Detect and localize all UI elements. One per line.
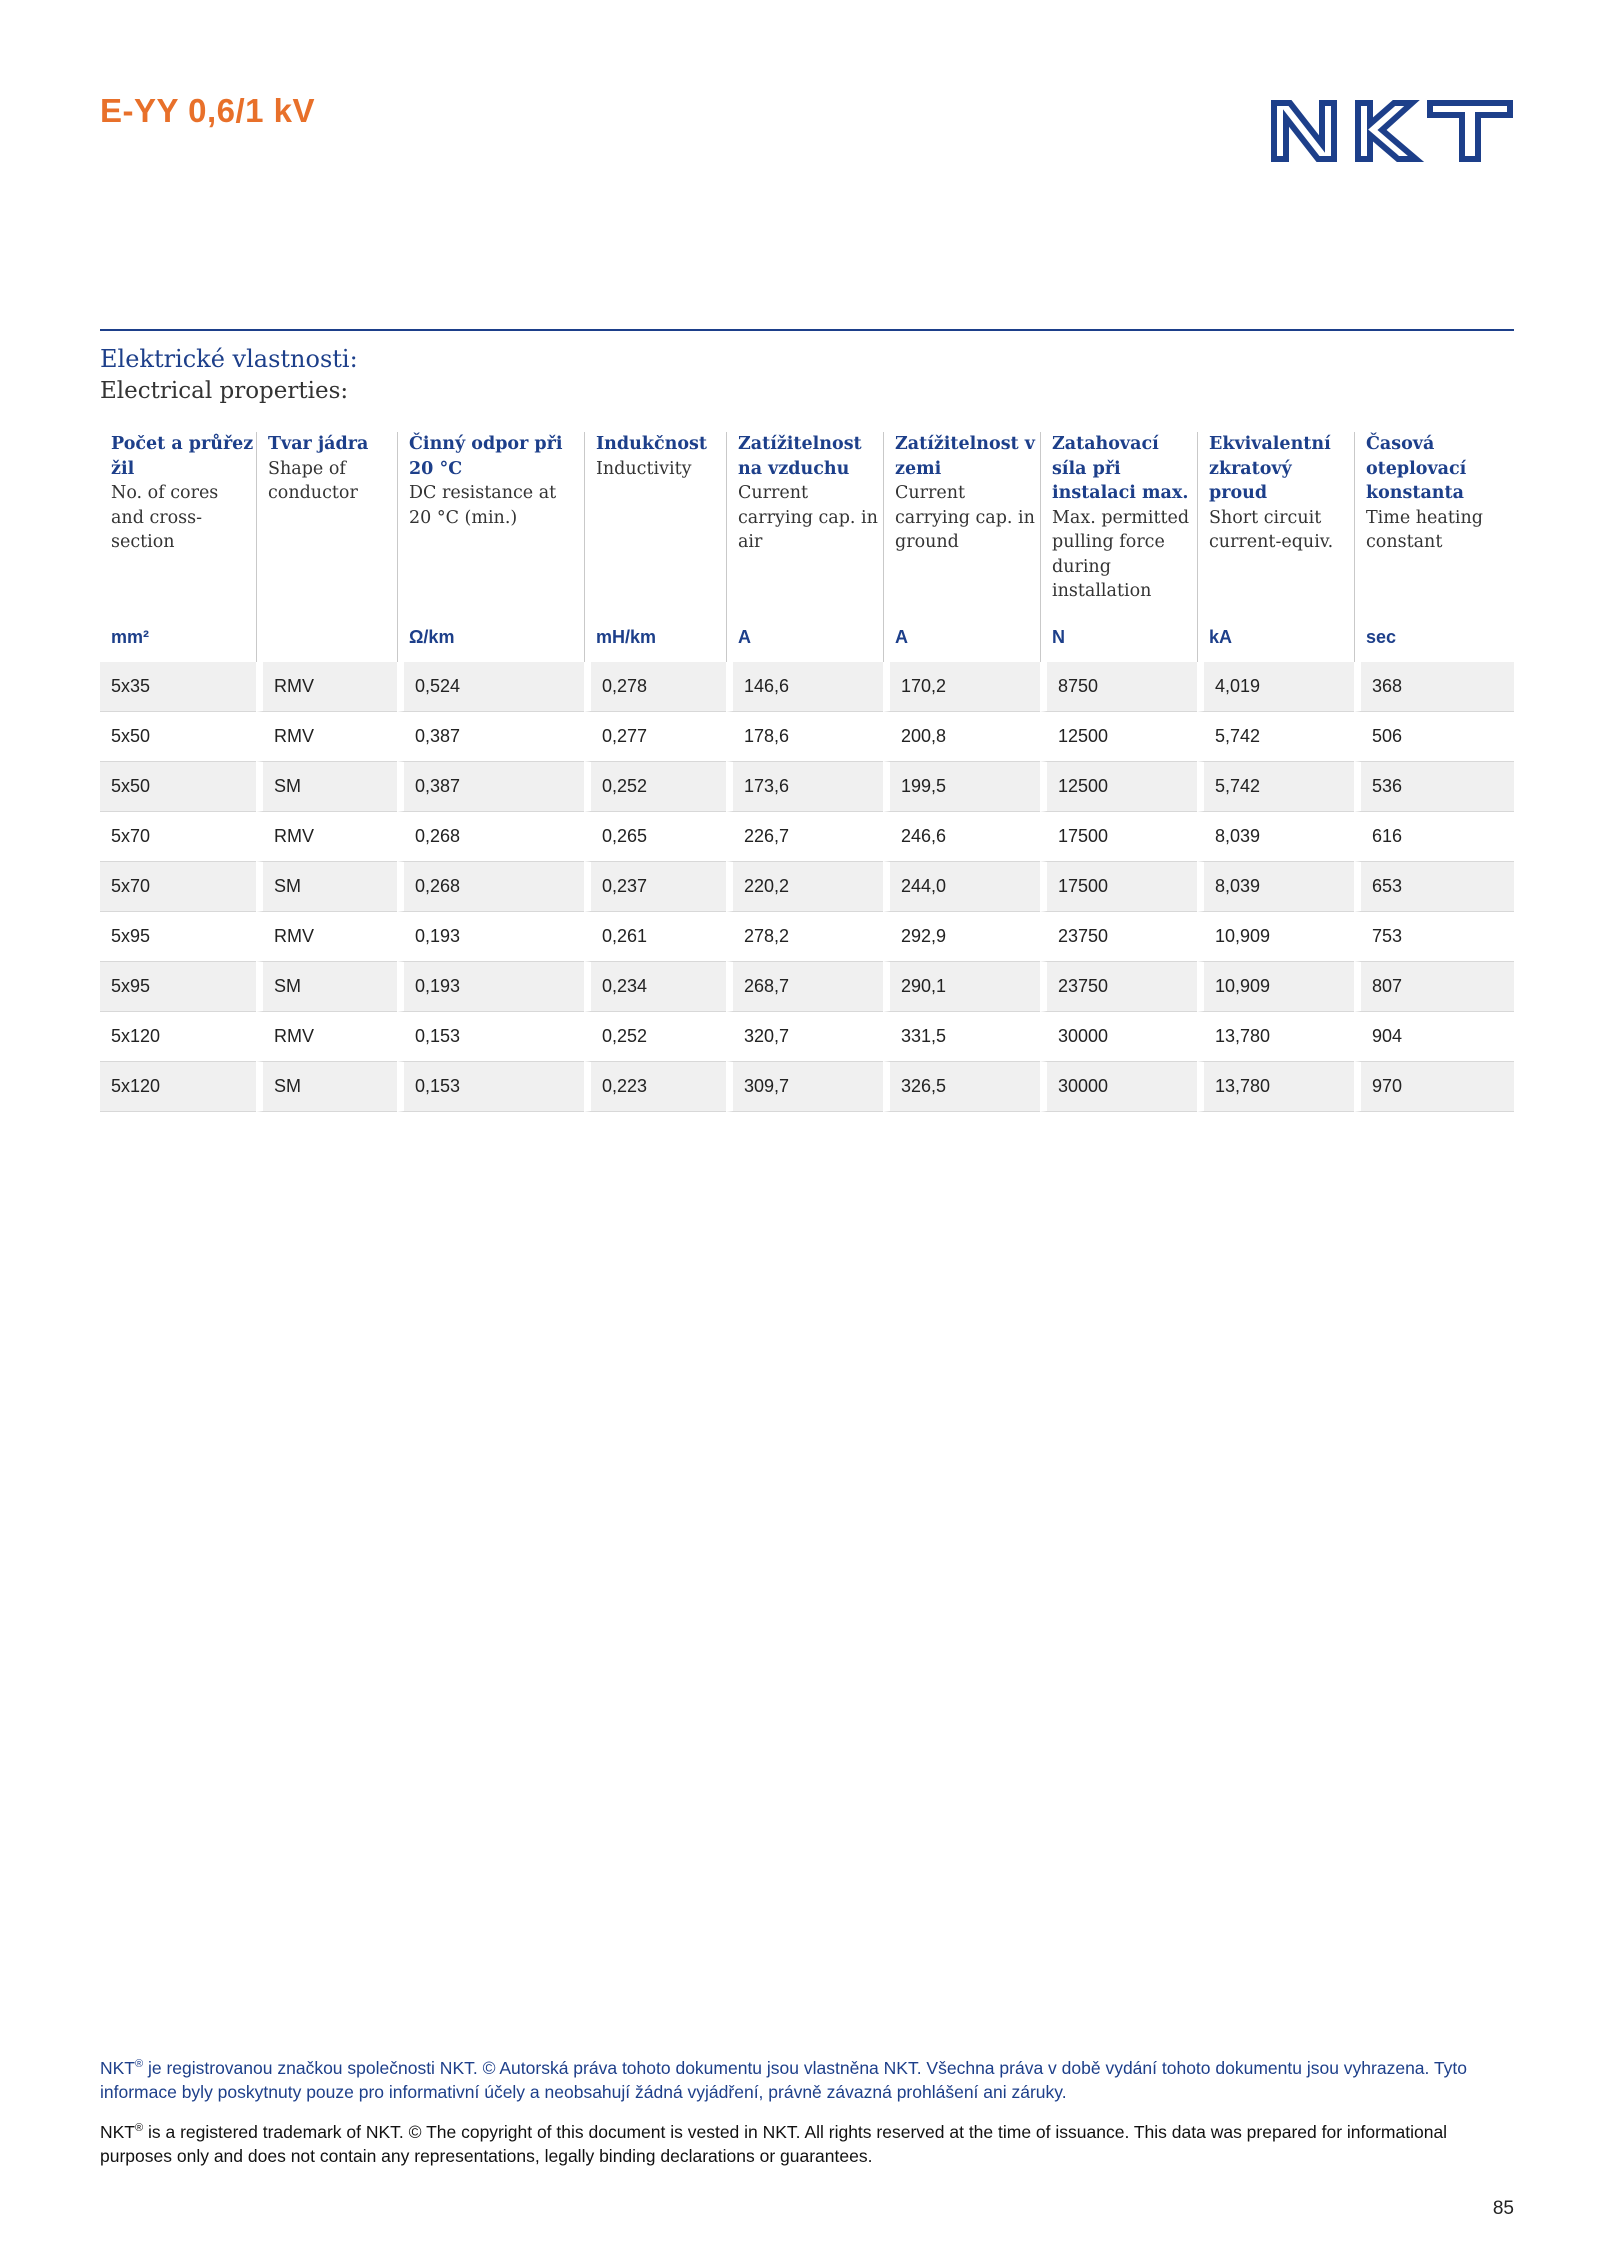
table-cell: 970 — [1354, 1062, 1514, 1112]
table-unit-row — [100, 612, 1514, 662]
table-cell: 170,2 — [883, 662, 1040, 712]
header-label-en: DC resistance at 20 °C (min.) — [409, 483, 557, 528]
table-cell: 904 — [1354, 1012, 1514, 1062]
table-cell: 8750 — [1040, 662, 1197, 712]
table-cell: 0,237 — [584, 862, 726, 912]
unit-cell: A — [883, 612, 1040, 662]
table-cell: 0,252 — [584, 762, 726, 812]
table-cell: 292,9 — [883, 912, 1040, 962]
table-cell: RMV — [256, 712, 397, 762]
table-cell: 244,0 — [883, 862, 1040, 912]
page-number: 85 — [1492, 2198, 1514, 2219]
table-cell: 0,277 — [584, 712, 726, 762]
header-label-en: Current carrying cap. in air — [738, 483, 878, 552]
electrical-properties-table — [100, 432, 1514, 1112]
table-cell: 368 — [1354, 662, 1514, 712]
table-cell: 5x95 — [100, 962, 256, 1012]
header-capacity-ground — [883, 432, 1040, 612]
table-cell: SM — [256, 1062, 397, 1112]
table-cell: 12500 — [1040, 712, 1197, 762]
table-cell: 331,5 — [883, 1012, 1040, 1062]
header-label-en: Inductivity — [596, 458, 692, 479]
table-row — [100, 1012, 1514, 1062]
table-cell: 5x120 — [100, 1062, 256, 1112]
table-cell: 5,742 — [1197, 762, 1354, 812]
table-cell: 0,223 — [584, 1062, 726, 1112]
header-dc-resistance — [397, 432, 584, 612]
table-cell: SM — [256, 762, 397, 812]
table-cell: 17500 — [1040, 862, 1197, 912]
table-cell: 0,193 — [397, 912, 584, 962]
table-cell: 246,6 — [883, 812, 1040, 862]
table-cell: 0,153 — [397, 1062, 584, 1112]
unit-cell: Ω/km — [397, 612, 584, 662]
table-cell: 30000 — [1040, 1062, 1197, 1112]
table-cell: 0,268 — [397, 862, 584, 912]
table-cell: 320,7 — [726, 1012, 883, 1062]
table-cell: 5x50 — [100, 762, 256, 812]
header-pulling-force — [1040, 432, 1197, 612]
footer-brand: NKT — [100, 2121, 135, 2142]
header-label-en: Current carrying cap. in ground — [895, 483, 1035, 552]
table-cell: 0,193 — [397, 962, 584, 1012]
table-cell: RMV — [256, 1012, 397, 1062]
header-label-cz: Tvar jádra — [268, 434, 369, 454]
header-label-en: Shape of conductor — [268, 458, 358, 503]
table-cell: 807 — [1354, 962, 1514, 1012]
table-cell: SM — [256, 862, 397, 912]
table-row — [100, 762, 1514, 812]
table-cell: 0,153 — [397, 1012, 584, 1062]
footer-disclaimer-czech — [100, 2052, 1500, 2104]
table-cell: 226,7 — [726, 812, 883, 862]
registered-mark: ® — [135, 2058, 144, 2070]
table-cell: 0,234 — [584, 962, 726, 1012]
table-cell: 0,524 — [397, 662, 584, 712]
table-cell: SM — [256, 962, 397, 1012]
unit-cell: N — [1040, 612, 1197, 662]
table-row — [100, 712, 1514, 762]
header-capacity-air — [726, 432, 883, 612]
header-label-cz: Činný odpor při 20 °C — [409, 434, 563, 479]
header-short-circuit — [1197, 432, 1354, 612]
unit-cell — [256, 612, 397, 662]
table-cell: 653 — [1354, 862, 1514, 912]
header-label-cz: Zatahovací síla při instalaci max. — [1052, 434, 1189, 503]
table-cell: 326,5 — [883, 1062, 1040, 1112]
table-cell: 0,387 — [397, 762, 584, 812]
table-cell: 0,252 — [584, 1012, 726, 1062]
table-body — [100, 662, 1514, 1112]
table-cell: 8,039 — [1197, 812, 1354, 862]
table-cell: 13,780 — [1197, 1012, 1354, 1062]
table-cell: 23750 — [1040, 912, 1197, 962]
table-row — [100, 812, 1514, 862]
registered-mark: ® — [135, 2122, 144, 2134]
table-cell: 220,2 — [726, 862, 883, 912]
section-heading-english: Electrical properties: — [100, 378, 349, 404]
table-cell: 0,261 — [584, 912, 726, 962]
table-cell: 309,7 — [726, 1062, 883, 1112]
table-cell: 10,909 — [1197, 962, 1354, 1012]
header-conductor-shape — [256, 432, 397, 612]
table-cell: 8,039 — [1197, 862, 1354, 912]
header-label-cz: Zatížitelnost na vzduchu — [738, 434, 862, 479]
table-cell: 17500 — [1040, 812, 1197, 862]
unit-cell: kA — [1197, 612, 1354, 662]
table-row — [100, 862, 1514, 912]
table-cell: 5x35 — [100, 662, 256, 712]
table-cell: 0,387 — [397, 712, 584, 762]
table-cell: 30000 — [1040, 1012, 1197, 1062]
header-label-en: Short circuit current-equiv. — [1209, 507, 1334, 552]
table-cell: 173,6 — [726, 762, 883, 812]
table-cell: 290,1 — [883, 962, 1040, 1012]
header-label-cz: Ekvivalentní zkratový proud — [1209, 434, 1331, 503]
table-cell: 13,780 — [1197, 1062, 1354, 1112]
table-cell: 12500 — [1040, 762, 1197, 812]
table-cell: 536 — [1354, 762, 1514, 812]
unit-cell: mm² — [111, 627, 150, 647]
table-cell: 4,019 — [1197, 662, 1354, 712]
table-row — [100, 912, 1514, 962]
unit-cell: sec — [1354, 612, 1514, 662]
unit-cell: A — [726, 612, 883, 662]
table-cell: 753 — [1354, 912, 1514, 962]
table-cell: 278,2 — [726, 912, 883, 962]
footer-text: je registrovanou značkou společnosti NKT. © Autorská práva tohoto dokumentu jsou vlastněna NKT. Všechna práva v době vydání tohoto dokumentu jsou vyhrazena. Tyto informace byly poskytnuty pouze pro informativní účely a neobsahují žádná vyjádření, právně závazná prohlášení ani záruky. — [100, 2057, 1468, 2102]
table-cell: 5x50 — [100, 712, 256, 762]
unit-cell: mH/km — [584, 612, 726, 662]
header-label-en: Time heating constant — [1366, 507, 1483, 552]
table-header-row — [100, 432, 1514, 612]
section-divider — [100, 329, 1514, 331]
table-cell: 5x70 — [100, 862, 256, 912]
table-row — [100, 962, 1514, 1012]
header-label-en: No. of cores and cross-section — [111, 483, 219, 552]
table-cell: 5x120 — [100, 1012, 256, 1062]
section-heading-czech: Elektrické vlastnosti: — [100, 345, 358, 373]
header-label-en: Max. permitted pulling force during installation — [1052, 507, 1190, 601]
table-cell: 268,7 — [726, 962, 883, 1012]
table-cell: 0,268 — [397, 812, 584, 862]
footer-disclaimer-english — [100, 2116, 1500, 2168]
table-row — [100, 1062, 1514, 1112]
table-cell: 200,8 — [883, 712, 1040, 762]
table-row — [100, 662, 1514, 712]
table-cell: RMV — [256, 662, 397, 712]
table-cell: 5x95 — [100, 912, 256, 962]
header-label-cz: Zatížitelnost v zemi — [895, 434, 1035, 479]
table-cell: 5,742 — [1197, 712, 1354, 762]
table-cell: 5x70 — [100, 812, 256, 862]
table-cell: RMV — [256, 912, 397, 962]
table-cell: 10,909 — [1197, 912, 1354, 962]
header-inductivity — [584, 432, 726, 612]
footer-text: is a registered trademark of NKT. © The copyright of this document is vested in NKT. All rights reserved at the time of issuance. This data was prepared for informational purposes only and does not contain any representations, legally binding declarations or guarantees. — [100, 2121, 1448, 2166]
table-cell: 146,6 — [726, 662, 883, 712]
document-title: E-YY 0,6/1 kV — [100, 92, 316, 129]
header-cores-cross-section — [100, 432, 256, 612]
table-cell: 199,5 — [883, 762, 1040, 812]
footer-brand: NKT — [100, 2057, 135, 2078]
table-cell: 23750 — [1040, 962, 1197, 1012]
table-cell: 0,265 — [584, 812, 726, 862]
table-cell: 0,278 — [584, 662, 726, 712]
header-heating-constant — [1354, 432, 1514, 612]
nkt-logo — [1270, 100, 1514, 162]
table-cell: 178,6 — [726, 712, 883, 762]
table-cell: 506 — [1354, 712, 1514, 762]
header-label-cz: Indukčnost — [596, 434, 707, 454]
table-cell: RMV — [256, 812, 397, 862]
header-label-cz: Časová oteplovací konstanta — [1366, 434, 1467, 503]
table-cell: 616 — [1354, 812, 1514, 862]
header-label-cz: Počet a průřez žil — [111, 434, 254, 479]
